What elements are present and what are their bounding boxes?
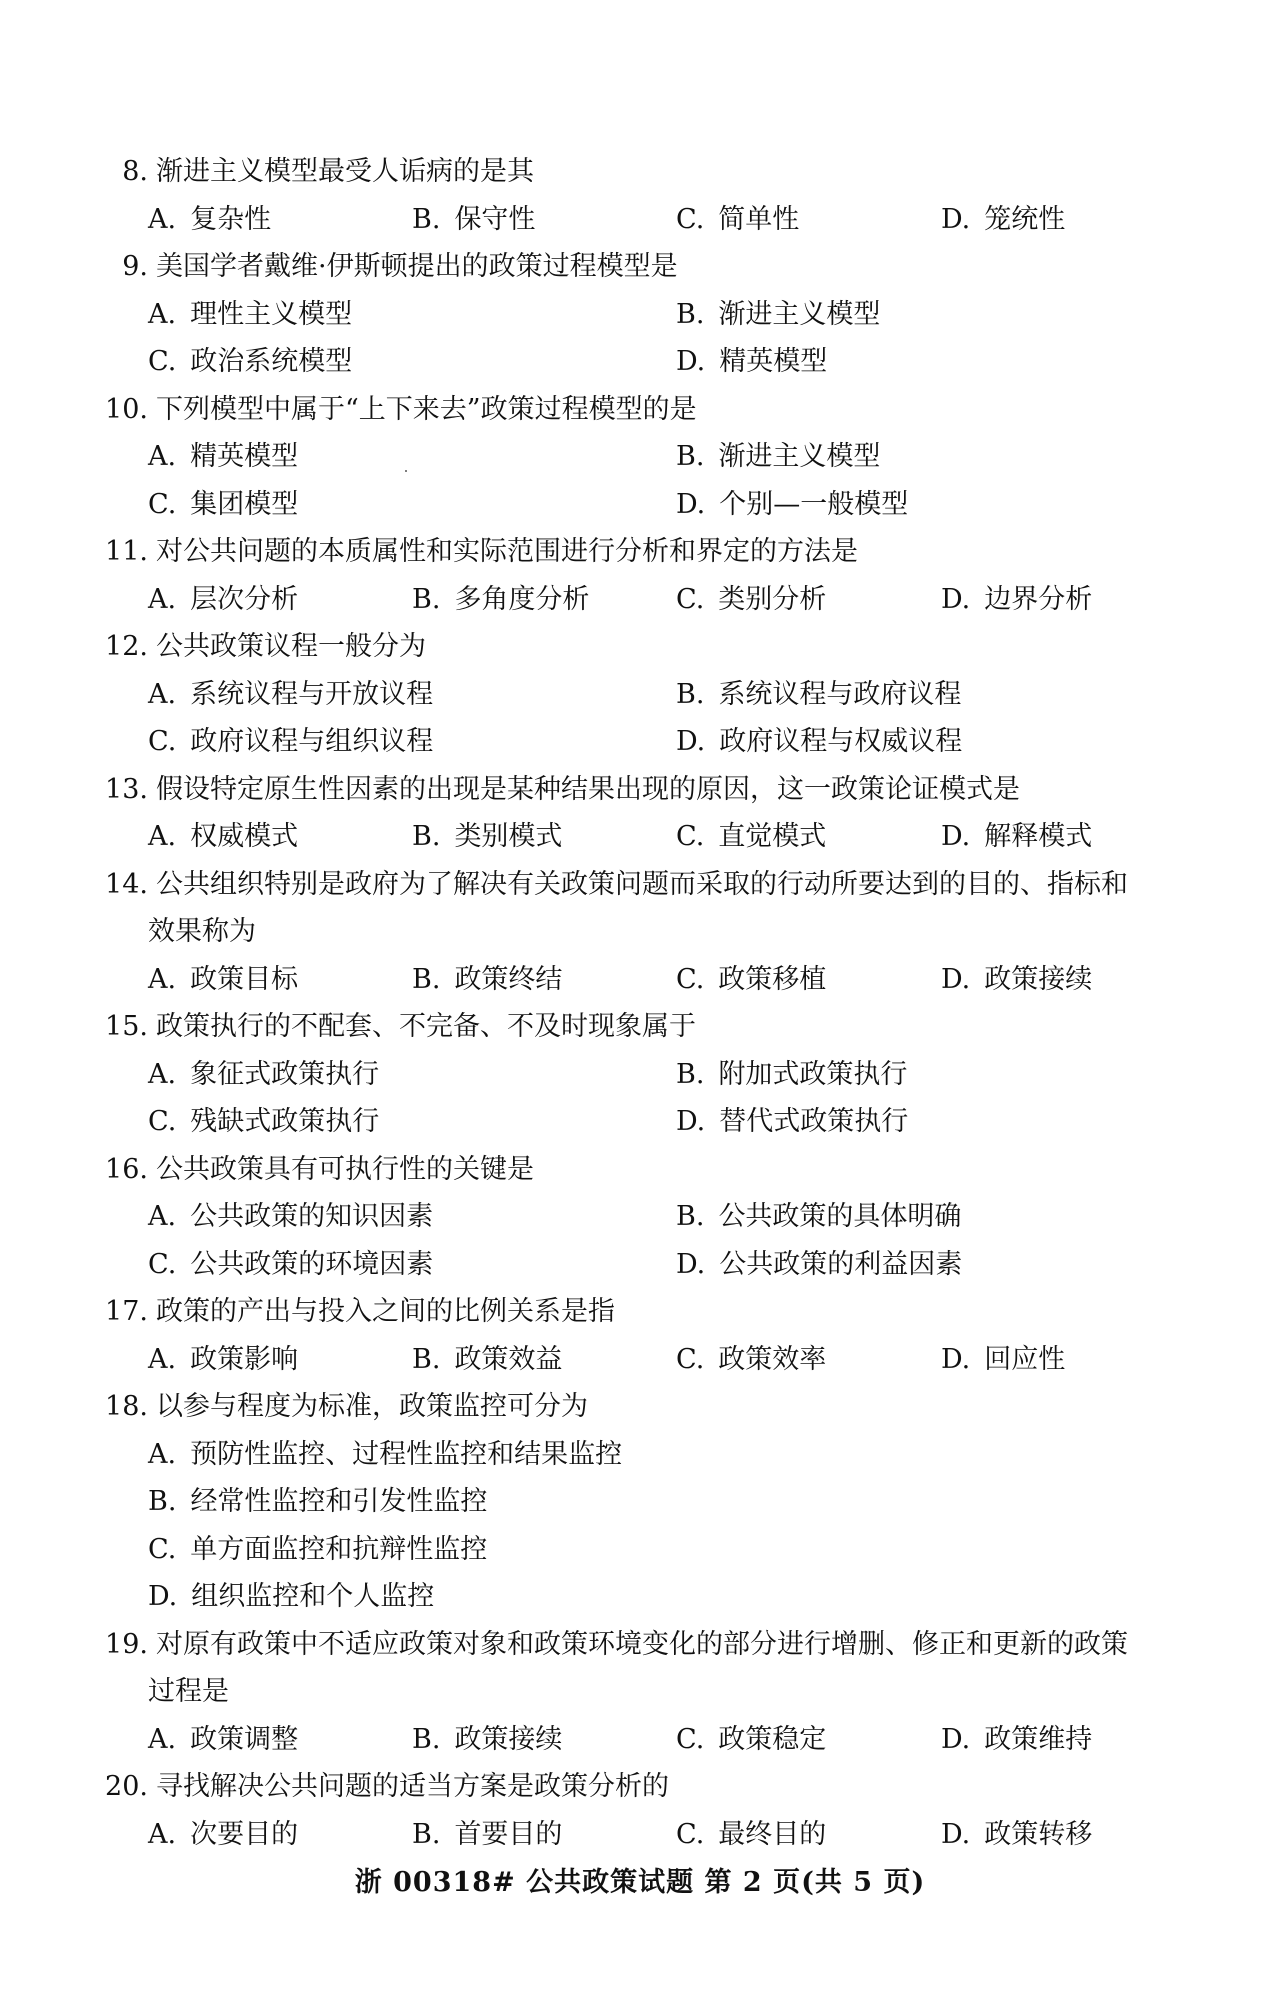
option-text: 政策效率: [718, 1343, 827, 1375]
option-letter: D.: [941, 583, 971, 615]
question-number: 20.: [105, 1771, 148, 1802]
option-row: [96, 1193, 1196, 1241]
option-letter: C.: [676, 821, 705, 852]
question-item: [96, 1383, 1196, 1621]
option-text: 精英模型: [719, 346, 828, 377]
option-letter: B.: [412, 583, 441, 615]
question-text: 假设特定原生性因素的出现是某种结果出现的原因，这一政策论证模式是: [156, 773, 1020, 805]
question-stem: [96, 148, 1196, 196]
question-item: [96, 861, 1196, 1004]
option-text: 残缺式政策执行: [190, 1106, 380, 1137]
option-letter: D.: [676, 488, 706, 520]
option-text: 单方面监控和抗辩性监控: [190, 1533, 488, 1565]
answer-option: [148, 196, 271, 244]
answer-option: [941, 1336, 1065, 1384]
question-text: 渐进主义模型最受人诟病的是其: [156, 156, 534, 187]
option-row: [96, 1573, 1196, 1621]
answer-option: [941, 956, 1092, 1004]
option-letter: A.: [148, 1058, 177, 1090]
answer-option: [148, 576, 298, 624]
option-row: [96, 956, 1196, 1004]
option-letter: B.: [412, 1343, 441, 1375]
answer-option: [148, 1431, 622, 1479]
question-item: [96, 1146, 1196, 1289]
answer-option: [148, 813, 298, 861]
answer-option: [676, 671, 961, 719]
option-text: 多角度分析: [454, 583, 590, 615]
question-stem: [96, 243, 1196, 291]
answer-option: [676, 1811, 826, 1859]
question-stem: [96, 1383, 1196, 1431]
answer-option: [941, 576, 1092, 624]
option-letter: B.: [412, 963, 441, 995]
question-stem: [96, 1288, 1196, 1336]
question-text: 政策的产出与投入之间的比例关系是指: [156, 1296, 615, 1327]
question-item: [96, 1621, 1196, 1764]
option-letter: B.: [676, 678, 705, 710]
option-text: 系统议程与开放议程: [190, 678, 434, 710]
answer-option: [412, 956, 562, 1004]
option-letter: C.: [676, 963, 705, 995]
option-letter: A.: [148, 963, 177, 995]
answer-option: [148, 1336, 298, 1384]
option-text: 预防性监控、过程性监控和结果监控: [190, 1438, 623, 1470]
option-letter: A.: [148, 298, 177, 330]
question-number: 11.: [105, 536, 148, 567]
option-letter: B.: [412, 203, 441, 235]
answer-option: [676, 956, 826, 1004]
option-letter: B.: [676, 298, 705, 330]
answer-option: [412, 196, 535, 244]
option-text: 公共政策的利益因素: [719, 1248, 963, 1280]
option-letter: A.: [148, 1201, 177, 1232]
answer-option: [148, 1573, 434, 1621]
option-row: [96, 481, 1196, 529]
option-row: [96, 576, 1196, 624]
option-text: 经常性监控和引发性监控: [190, 1486, 488, 1517]
answer-option: [148, 433, 298, 481]
page-footer: 浙 00318# 公共政策试题 第 2 页(共 5 页): [354, 1867, 926, 1898]
option-letter: D.: [676, 726, 706, 757]
option-row: [96, 1336, 1196, 1384]
option-letter: D.: [676, 1248, 706, 1280]
answer-option: [941, 196, 1065, 244]
option-text: 政策影响: [190, 1343, 299, 1375]
answer-option: [148, 1478, 487, 1526]
option-letter: C.: [148, 726, 177, 757]
answer-option: [412, 1716, 562, 1764]
answer-option: [148, 956, 298, 1004]
option-text: 政治系统模型: [190, 346, 353, 377]
question-number: 9.: [122, 251, 148, 282]
option-row: [96, 1098, 1196, 1146]
option-text: 公共政策的具体明确: [718, 1201, 962, 1232]
option-row: [96, 1526, 1196, 1574]
question-number: 8.: [122, 156, 148, 187]
option-letter: D.: [941, 1723, 971, 1755]
option-text: 次要目的: [190, 1818, 299, 1850]
question-item: [96, 623, 1196, 766]
option-text: 最终目的: [718, 1818, 827, 1850]
option-row: [96, 813, 1196, 861]
option-text: 渐进主义模型: [718, 441, 881, 472]
answer-option: [676, 481, 908, 529]
answer-option: [676, 291, 880, 339]
question-text: 对原有政策中不适应政策对象和政策环境变化的部分进行增删、修正和更新的政策: [156, 1628, 1128, 1660]
option-letter: C.: [148, 1106, 177, 1137]
option-text: 政策接续: [984, 963, 1093, 995]
answer-option: [941, 813, 1092, 861]
question-item: [96, 766, 1196, 861]
option-text: 象征式政策执行: [190, 1058, 380, 1090]
option-text: 政策接续: [454, 1723, 563, 1755]
question-text: 寻找解决公共问题的适当方案是政策分析的: [156, 1771, 669, 1802]
answer-option: [412, 576, 589, 624]
question-stem: [96, 1763, 1196, 1811]
option-row: [96, 1241, 1196, 1289]
option-text: 政策终结: [454, 963, 563, 995]
answer-option: [412, 813, 562, 861]
answer-option: [148, 1051, 379, 1099]
answer-option: [676, 1098, 908, 1146]
option-letter: B.: [676, 1201, 705, 1232]
option-text: 附加式政策执行: [718, 1058, 908, 1090]
option-letter: D.: [941, 821, 971, 852]
option-letter: C.: [676, 1343, 705, 1375]
option-letter: A.: [148, 821, 177, 852]
option-letter: D.: [941, 1343, 971, 1375]
option-text: 权威模式: [190, 821, 299, 852]
option-text: 替代式政策执行: [719, 1106, 909, 1137]
option-row: [96, 433, 1196, 481]
question-number: 12.: [105, 631, 148, 662]
question-item: [96, 528, 1196, 623]
question-number: 15.: [105, 1011, 148, 1042]
option-letter: D.: [941, 1818, 971, 1850]
answer-option: [148, 1811, 298, 1859]
answer-option: [148, 338, 352, 386]
question-stem: [96, 528, 1196, 576]
answer-option: [676, 1241, 962, 1289]
option-row: [96, 291, 1196, 339]
answer-option: [676, 196, 799, 244]
option-row: [96, 1478, 1196, 1526]
answer-option: [676, 813, 826, 861]
option-text: 政策调整: [190, 1723, 299, 1755]
question-item: [96, 1003, 1196, 1146]
option-row: [96, 1811, 1196, 1859]
answer-option: [676, 433, 880, 481]
option-text: 渐进主义模型: [718, 298, 881, 330]
option-letter: C.: [148, 488, 177, 520]
option-text: 政策效益: [454, 1343, 563, 1375]
option-letter: A.: [148, 1343, 177, 1375]
option-letter: A.: [148, 1723, 177, 1755]
option-letter: B.: [412, 821, 441, 852]
question-item: [96, 1763, 1196, 1858]
option-text: 类别分析: [718, 583, 827, 615]
option-letter: A.: [148, 441, 177, 472]
option-text: 政府议程与组织议程: [190, 726, 434, 757]
option-letter: B.: [676, 1058, 705, 1090]
question-stem: [96, 1621, 1196, 1669]
answer-option: [148, 1716, 298, 1764]
option-row: [96, 1051, 1196, 1099]
option-text: 政策稳定: [718, 1723, 827, 1755]
option-letter: D.: [676, 1106, 706, 1137]
option-text: 直觉模式: [718, 821, 827, 852]
option-text: 个别—一般模型: [719, 488, 909, 520]
question-text: 公共组织特别是政府为了解决有关政策问题而采取的行动所要达到的目的、指标和: [156, 868, 1128, 900]
option-text: 解释模式: [984, 821, 1093, 852]
option-text: 首要目的: [454, 1818, 563, 1850]
option-letter: B.: [148, 1486, 177, 1517]
option-text: 层次分析: [190, 583, 299, 615]
answer-option: [412, 1336, 562, 1384]
option-text: 简单性: [718, 203, 800, 235]
option-row: [96, 718, 1196, 766]
option-text: 公共政策的知识因素: [190, 1201, 434, 1232]
question-stem: [96, 623, 1196, 671]
answer-option: [148, 481, 298, 529]
option-letter: A.: [148, 1818, 177, 1850]
option-letter: A.: [148, 678, 177, 710]
answer-option: [148, 1098, 379, 1146]
question-item: [96, 1288, 1196, 1383]
question-text-continued: 过程是: [148, 1676, 229, 1707]
answer-option: [148, 1193, 433, 1241]
option-letter: D.: [941, 963, 971, 995]
question-text: 对公共问题的本质属性和实际范围进行分析和界定的方法是: [156, 536, 858, 567]
option-letter: C.: [148, 1533, 177, 1565]
option-row: [96, 671, 1196, 719]
option-text: 政策维持: [984, 1723, 1093, 1755]
question-item: [96, 386, 1196, 529]
question-number: 14.: [105, 868, 148, 900]
option-letter: C.: [148, 346, 177, 377]
option-row: [96, 1716, 1196, 1764]
option-text: 回应性: [984, 1343, 1066, 1375]
option-letter: A.: [148, 1438, 177, 1470]
option-text: 政府议程与权威议程: [719, 726, 963, 757]
question-stem: [96, 386, 1196, 434]
option-letter: D.: [148, 1581, 178, 1612]
option-text: 笼统性: [984, 203, 1066, 235]
option-text: 复杂性: [190, 203, 272, 235]
question-stem: [96, 861, 1196, 909]
answer-option: [148, 291, 352, 339]
question-number: 16.: [105, 1153, 148, 1185]
answer-option: [148, 718, 433, 766]
answer-option: [676, 576, 826, 624]
answer-option: [676, 1051, 907, 1099]
answer-option: [941, 1811, 1092, 1859]
question-text: 公共政策具有可执行性的关键是: [156, 1153, 534, 1185]
option-text: 政策目标: [190, 963, 299, 995]
question-item: [96, 148, 1196, 243]
option-letter: D.: [676, 346, 706, 377]
question-number: 18.: [105, 1391, 148, 1422]
question-text: 美国学者戴维·伊斯顿提出的政策过程模型是: [156, 251, 678, 282]
question-text: 政策执行的不配套、不完备、不及时现象属于: [156, 1011, 696, 1042]
answer-option: [412, 1811, 562, 1859]
option-row: [96, 338, 1196, 386]
question-text: 以参与程度为标准，政策监控可分为: [156, 1391, 588, 1422]
option-text: 组织监控和个人监控: [191, 1581, 435, 1612]
answer-option: [148, 671, 433, 719]
answer-option: [676, 338, 827, 386]
question-text: 下列模型中属于“上下来去”政策过程模型的是: [156, 393, 697, 425]
option-text: 集团模型: [190, 488, 299, 520]
question-list: [96, 148, 1196, 1858]
option-text: 边界分析: [984, 583, 1093, 615]
option-text: 类别模式: [454, 821, 563, 852]
question-number: 10.: [105, 393, 148, 425]
question-stem: [96, 1146, 1196, 1194]
answer-option: [148, 1526, 487, 1574]
option-letter: C.: [676, 1818, 705, 1850]
question-number: 13.: [105, 773, 148, 805]
question-number: 17.: [105, 1296, 148, 1327]
question-stem: [96, 766, 1196, 814]
answer-option: [676, 718, 962, 766]
option-text: 系统议程与政府议程: [718, 678, 962, 710]
option-text: 政策移植: [718, 963, 827, 995]
option-row: [96, 1431, 1196, 1479]
option-letter: C.: [676, 583, 705, 615]
option-text: 公共政策的环境因素: [190, 1248, 434, 1280]
option-letter: C.: [676, 1723, 705, 1755]
question-number: 19.: [105, 1628, 148, 1660]
option-letter: A.: [148, 583, 177, 615]
question-item: [96, 243, 1196, 386]
answer-option: [148, 1241, 433, 1289]
answer-option: [676, 1716, 826, 1764]
answer-option: [676, 1193, 961, 1241]
question-stem: [96, 1003, 1196, 1051]
answer-option: [941, 1716, 1092, 1764]
option-text: 理性主义模型: [190, 298, 353, 330]
option-letter: C.: [148, 1248, 177, 1280]
option-letter: B.: [412, 1723, 441, 1755]
option-letter: D.: [941, 203, 971, 235]
option-row: [96, 196, 1196, 244]
question-text: 公共政策议程一般分为: [156, 631, 426, 662]
option-text: 政策转移: [984, 1818, 1093, 1850]
option-letter: B.: [676, 441, 705, 472]
option-text: 保守性: [454, 203, 536, 235]
option-letter: B.: [412, 1818, 441, 1850]
option-text: 精英模型: [190, 441, 299, 472]
scan-speck: [405, 470, 407, 472]
question-text-continued: 效果称为: [148, 916, 256, 947]
answer-option: [676, 1336, 826, 1384]
option-letter: C.: [676, 203, 705, 235]
option-letter: A.: [148, 203, 177, 235]
